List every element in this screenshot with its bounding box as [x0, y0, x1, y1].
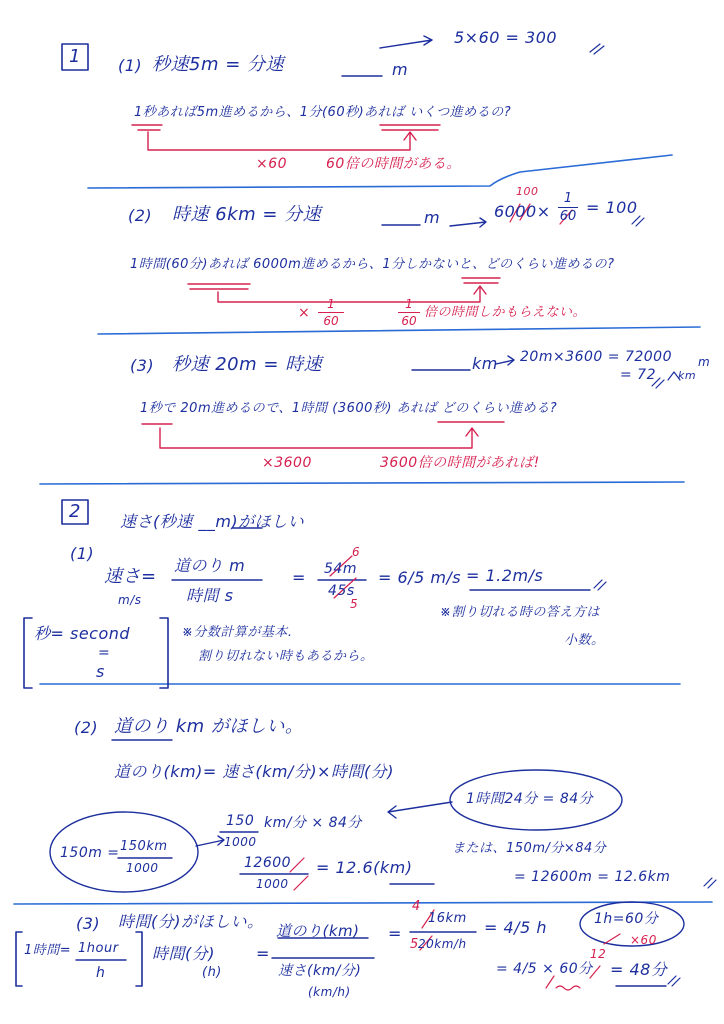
double-underline — [632, 216, 644, 226]
question-label: (2) — [128, 206, 153, 225]
speed-word: 速さ= — [104, 566, 157, 587]
arrow — [604, 934, 620, 944]
note-right: ※割り切れる時の答え方は — [440, 605, 600, 620]
formula-denominator-alt: (km/h) — [308, 985, 351, 999]
value-numerator: 54m — [324, 561, 357, 577]
fraction-numerator: 1 — [558, 192, 578, 208]
definition-top: 秒= second — [34, 624, 131, 643]
underline — [462, 278, 500, 283]
value-numerator: 16km — [428, 911, 467, 926]
arrow — [388, 802, 452, 818]
calc-fraction — [558, 192, 578, 223]
bracket-arrow — [160, 428, 478, 448]
double-underline — [594, 580, 606, 590]
calc-result: = 72 — [620, 367, 656, 383]
double-underline — [590, 44, 604, 54]
note: 3600倍の時間があれば! — [380, 455, 540, 471]
multiplier-fraction — [318, 298, 344, 327]
formula-numerator: 道のり m — [174, 556, 246, 575]
note-fraction — [398, 298, 420, 327]
step2-result: = 12.6(km) — [316, 858, 413, 877]
step2-numerator: 12600 — [244, 855, 292, 871]
question-unit: m — [392, 60, 409, 79]
underline — [188, 284, 250, 289]
value-denominator-reduced: 5 — [410, 937, 419, 952]
equals: = — [388, 924, 402, 943]
value-numerator-reduced: 4 — [412, 899, 421, 914]
formula-denominator: 速さ(km/分) — [278, 963, 362, 979]
definition-bottom: s — [96, 662, 105, 681]
bracket — [24, 618, 32, 688]
calc-result-unit: km — [678, 369, 697, 382]
step1-numerator: 150 — [226, 813, 255, 829]
fraction-numerator: 1 — [318, 298, 344, 313]
bracket — [16, 932, 22, 986]
final-answer: = 48分 — [610, 960, 668, 979]
formula: 道のり(km)= 速さ(km/分)×時間(分) — [114, 762, 394, 781]
section-badge: 2 — [69, 501, 81, 522]
bracket — [136, 932, 142, 986]
fraction-numerator: 1 — [398, 298, 420, 313]
question-label: (1) — [118, 56, 143, 75]
calc-result: = 100 — [586, 198, 638, 217]
note: 倍の時間しかもらえない。 — [424, 305, 587, 320]
definition-denominator: h — [96, 965, 106, 981]
bubble-lhs: 150m = — [60, 845, 120, 861]
result-conversion: = 4/5 × 60分 — [496, 961, 593, 977]
calculation: 6000× — [494, 202, 551, 221]
wavy-underline — [556, 986, 580, 990]
multiplier: ×3600 — [262, 455, 312, 471]
step1-denominator: 1000 — [224, 835, 257, 849]
reason-text: 1時間(60分)あれば 6000m進めるから、1分しかないと、どのくらい進めるの? — [130, 257, 615, 272]
multiplier: ×60 — [256, 156, 288, 172]
calc-red-top: 100 — [516, 185, 539, 198]
question-title: 時間(分)がほしい。 — [118, 912, 264, 931]
fraction-denominator: 60 — [401, 314, 417, 328]
alternative-result: = 12600m = 12.6km — [514, 869, 671, 885]
simplified-value: = 6/5 m/s — [378, 568, 462, 587]
bubble-denominator: 1000 — [126, 861, 159, 875]
reason-text: 1秒で 20m進めるので、1時間 (3600秒) あれば どのくらい進める? — [140, 401, 558, 416]
note-left: 割り切れない時もあるから。 — [198, 649, 374, 664]
step2-denominator: 1000 — [256, 877, 289, 891]
reason-text: 1秒あれば5m進めるから、1分(60秒)あれば いくつ進めるの? — [134, 105, 512, 120]
step1-rest: km/分 × 84分 — [264, 815, 362, 831]
multiplier: × — [298, 305, 311, 321]
speed-unit: m/s — [118, 593, 142, 607]
definition-lhs: 1時間= — [24, 943, 72, 958]
note-right: 小数。 — [564, 633, 605, 648]
calculation: 20m×3600 = 72000 — [520, 349, 672, 365]
underline — [132, 125, 162, 130]
formula-denominator: 時間 s — [186, 586, 234, 605]
definition-eq: = — [98, 645, 111, 661]
question-title: 道のり km がほしい。 — [114, 716, 304, 737]
question-label: (1) — [70, 544, 95, 563]
double-underline — [668, 976, 680, 986]
section-badge: 1 — [69, 46, 81, 67]
value-denominator: 45s — [328, 583, 355, 599]
fraction-denominator: 60 — [323, 314, 339, 328]
rule-line — [98, 327, 700, 334]
bracket-arrow — [218, 286, 486, 302]
question-label: (2) — [74, 718, 99, 737]
bubble-note: 1h=60分 — [594, 911, 659, 927]
question-text: 時速 6km = 分速 — [172, 204, 322, 225]
value-denominator-reduced: 5 — [350, 597, 359, 611]
time-sub: (h) — [202, 965, 222, 980]
value-denominator: 20km/h — [418, 937, 467, 951]
question-unit: m — [424, 208, 441, 227]
bubble-note: 1時間24分 = 84分 — [466, 791, 594, 807]
question-text: 秒速 20m = 時速 — [172, 354, 323, 375]
note-left: ※分数計算が基本. — [182, 625, 293, 640]
underline — [380, 125, 440, 130]
bubble-note-red: ×60 — [630, 933, 657, 947]
rule-line — [40, 482, 684, 484]
result-hours: = 4/5 h — [484, 918, 547, 937]
calculation: 5×60 = 300 — [454, 28, 558, 47]
note: 60倍の時間がある。 — [326, 156, 461, 172]
question-title: 速さ(秒速 __m)がほしい — [120, 512, 305, 531]
calc-unit: m — [698, 355, 711, 369]
bracket — [160, 618, 168, 688]
definition-numerator: 1hour — [78, 941, 119, 956]
double-underline — [704, 878, 716, 888]
question-text: 秒速5m = 分速 — [152, 54, 285, 75]
arrow — [450, 218, 486, 227]
equals: = — [292, 568, 306, 587]
arrow — [496, 356, 514, 365]
arrow — [380, 36, 432, 48]
answer: = 1.2m/s — [466, 566, 544, 585]
bracket-arrow — [148, 132, 416, 150]
value-numerator-reduced: 6 — [352, 545, 361, 559]
bubble-numerator: 150km — [120, 839, 168, 854]
alternative-method: または、150m/分×84分 — [452, 841, 607, 856]
result-conversion-reduced: 12 — [590, 947, 607, 961]
time-word: 時間(分) — [152, 944, 215, 963]
arrow — [196, 836, 224, 846]
equals: = — [256, 944, 270, 963]
fraction-denominator: 60 — [559, 209, 577, 224]
rule-line — [14, 902, 712, 904]
question-label: (3) — [76, 914, 101, 933]
question-label: (3) — [130, 356, 155, 375]
question-unit: km — [472, 354, 498, 373]
formula-numerator: 道のり(km) — [276, 922, 360, 940]
